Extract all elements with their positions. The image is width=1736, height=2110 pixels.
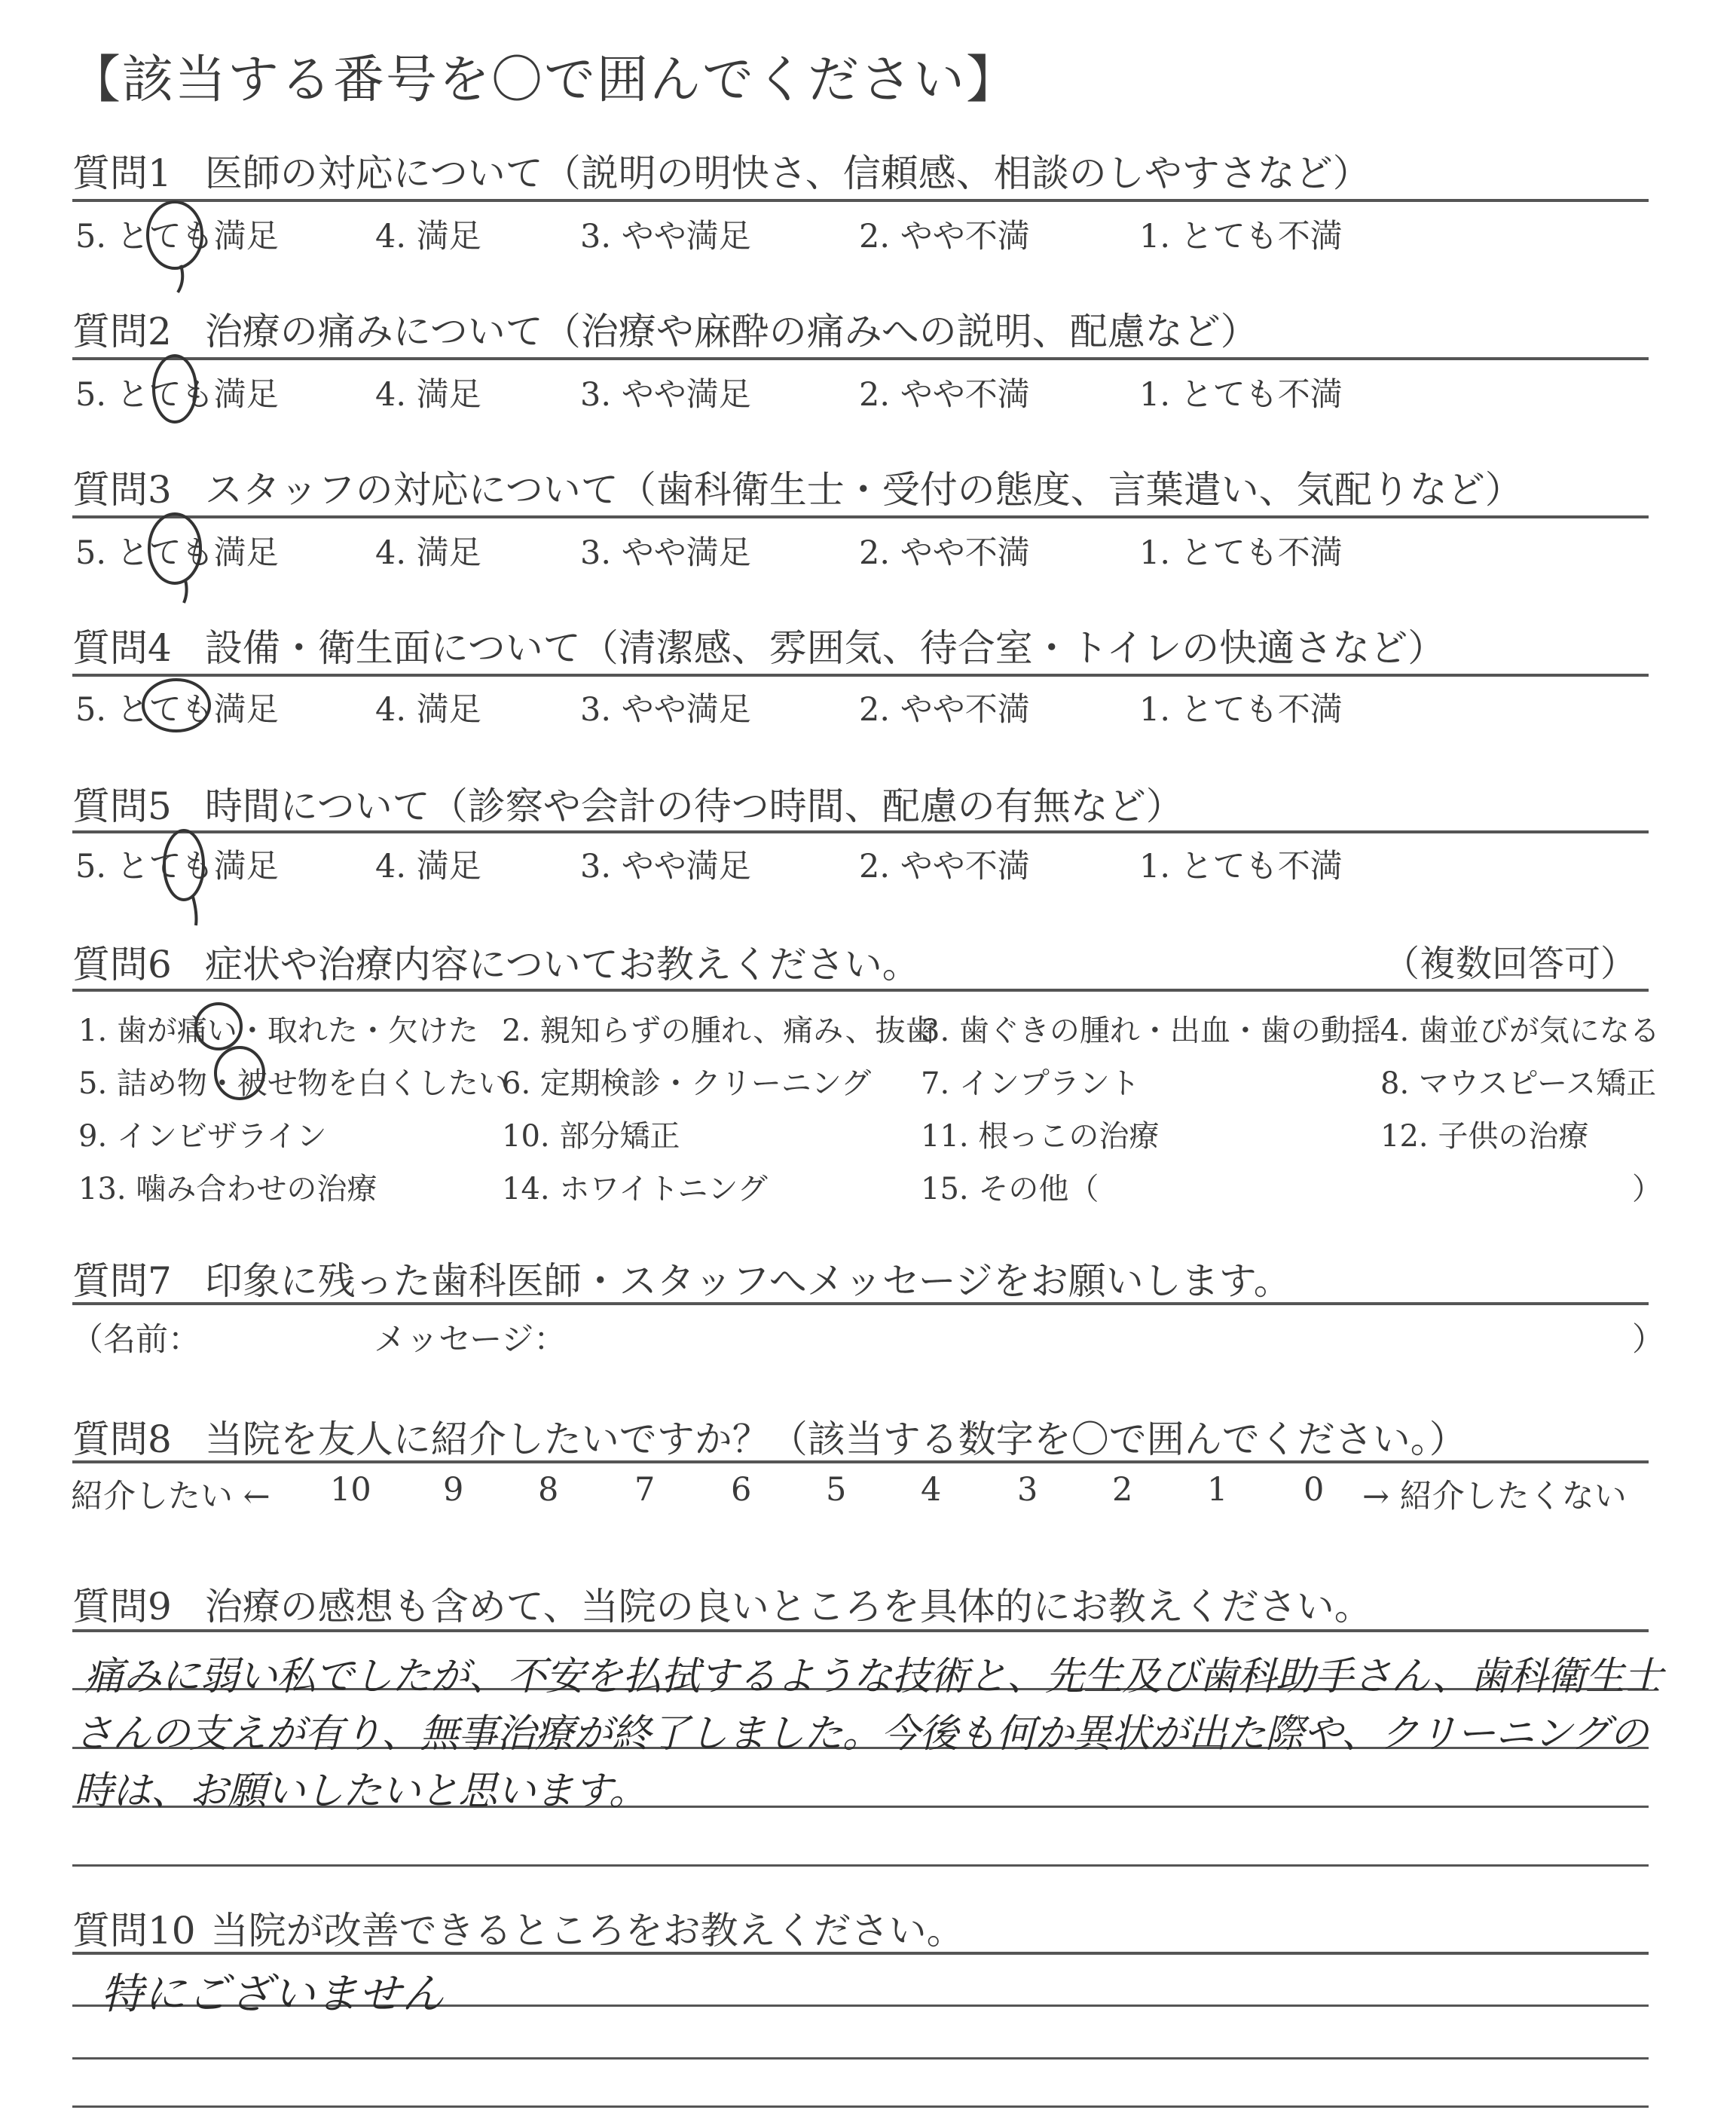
q6-item-3[interactable]: 3. 歯ぐきの腫れ・出血・歯の動揺 [921, 1014, 1381, 1048]
q6-item-13[interactable]: 13. 噛み合わせの治療 [78, 1172, 377, 1206]
q3-text: スタッフの対応について（歯科衛生士・受付の態度、言葉遣い、気配りなど） [204, 468, 1523, 512]
q9-number: 質問9 [72, 1585, 172, 1628]
q6-number: 質問6 [72, 943, 172, 986]
q6-title [72, 934, 920, 989]
q10-title [72, 1901, 964, 1955]
q8-scale-4[interactable]: 4 [921, 1471, 942, 1509]
q5-option-3[interactable]: 3. やや満足 [580, 848, 751, 885]
q6-item-5[interactable]: 5. 詰め物・被せ物を白くしたい [78, 1066, 509, 1101]
q5-text: 時間について（診察や会計の待つ時間、配慮の有無など） [204, 784, 1184, 828]
q8-scale-0[interactable]: 0 [1304, 1471, 1325, 1509]
q1-title [72, 143, 1371, 197]
q4-option-3[interactable]: 3. やや満足 [580, 691, 751, 729]
q8-left-label: 紹介したい ← [71, 1478, 270, 1515]
q6-item-11[interactable]: 11. 根っこの治療 [921, 1119, 1160, 1154]
q6-item-14[interactable]: 14. ホワイトニング [502, 1172, 768, 1206]
q6-item-4[interactable]: 4. 歯並びが気になる [1380, 1014, 1660, 1048]
q6-item-10[interactable]: 10. 部分矯正 [502, 1119, 680, 1154]
q6-item-9[interactable]: 9. インビザライン [78, 1119, 327, 1154]
q4-option-5[interactable]: 5. とても満足 [75, 691, 279, 729]
q2-option-5[interactable]: 5. とても満足 [75, 376, 279, 414]
q8-scale-10[interactable]: 10 [330, 1471, 371, 1509]
q8-scale-1[interactable]: 1 [1207, 1471, 1228, 1509]
q6-item-8[interactable]: 8. マウスピース矯正 [1380, 1066, 1657, 1101]
q3-rule [72, 515, 1649, 518]
q6-item-12[interactable]: 12. 子供の治療 [1380, 1119, 1589, 1154]
q5-option-5[interactable]: 5. とても満足 [75, 848, 279, 885]
q1-text: 医師の対応について（説明の明快さ、信頼感、相談のしやすさなど） [204, 151, 1371, 195]
q3-option-5[interactable]: 5. とても満足 [75, 534, 279, 572]
form-heading: 【該当する番号を〇で囲んでください】 [69, 50, 1019, 110]
q4-option-4[interactable]: 4. 満足 [375, 691, 481, 729]
q8-rule [72, 1460, 1649, 1463]
q9-text: 治療の感想も含めて、当院の良いところを具体的にお教えください。 [204, 1585, 1372, 1628]
q6-text: 症状や治療内容についてお教えください。 [204, 943, 920, 986]
q10-rule-3 [72, 2057, 1649, 2060]
q7-number: 質問7 [72, 1259, 172, 1303]
q8-scale-7[interactable]: 7 [634, 1471, 656, 1509]
q9-answer-line-1: 痛みに弱い私でしたが、不安を払拭するような技術と、先生及び歯科助手さん、歯科衛生士 [84, 1654, 1663, 1699]
q5-option-2[interactable]: 2. やや不満 [859, 848, 1030, 885]
q4-text: 設備・衛生面について（清潔感、雰囲気、待合室・トイレの快適さなど） [204, 626, 1446, 670]
q2-option-2[interactable]: 2. やや不満 [859, 376, 1030, 414]
q4-number: 質問4 [72, 626, 172, 670]
q3-number: 質問3 [72, 468, 172, 512]
q2-number: 質問2 [72, 310, 172, 353]
q1-option-5[interactable]: 5. とても満足 [75, 218, 279, 255]
q7-text: 印象に残った歯科医師・スタッフへメッセージをお願いします。 [204, 1259, 1291, 1303]
q3-option-1[interactable]: 1. とても不満 [1139, 534, 1343, 572]
q10-number: 質問10 [72, 1909, 196, 1953]
q10-answer: 特にございません [101, 1970, 445, 2019]
q9-answer-line-3: 時は、お願いしたいと思います。 [74, 1769, 647, 1814]
q5-title [72, 776, 1184, 830]
q9-answer-line-2: さんの支えが有り、無事治療が終了しました。今後も何か異状が出た際や、クリーニングの [74, 1711, 1648, 1757]
q1-option-3[interactable]: 3. やや満足 [580, 218, 751, 255]
q8-number: 質問8 [72, 1417, 172, 1461]
q1-rule [72, 199, 1649, 202]
q4-rule [72, 674, 1649, 677]
q1-option-4[interactable]: 4. 満足 [375, 218, 481, 255]
q4-option-1[interactable]: 1. とても不満 [1139, 691, 1343, 729]
q3-title [72, 460, 1523, 514]
q6-item-6[interactable]: 6. 定期検診・クリーニング [502, 1066, 872, 1101]
q1-option-2[interactable]: 2. やや不満 [859, 218, 1030, 255]
q3-selection-tail [184, 580, 187, 603]
q3-option-4[interactable]: 4. 満足 [375, 534, 481, 572]
q10-rule-4 [72, 2105, 1649, 2108]
q2-rule [72, 357, 1649, 360]
q5-option-4[interactable]: 4. 満足 [375, 848, 481, 885]
q7-rule [72, 1302, 1649, 1305]
q6-rule [72, 989, 1649, 992]
q5-rule [72, 830, 1649, 833]
q6-item-15[interactable]: 15. その他（ [921, 1172, 1099, 1206]
q8-right-label: → 紹介したくない [1362, 1478, 1627, 1515]
q2-option-1[interactable]: 1. とても不満 [1139, 376, 1343, 414]
q7-title [72, 1251, 1291, 1305]
q8-scale-5[interactable]: 5 [826, 1471, 847, 1509]
q4-option-2[interactable]: 2. やや不満 [859, 691, 1030, 729]
q2-option-3[interactable]: 3. やや満足 [580, 376, 751, 414]
q6-item-15-close: ） [1632, 1172, 1662, 1206]
q2-title [72, 301, 1258, 356]
q7-message-label: メッセージ： [374, 1321, 567, 1359]
q1-selection-tail [178, 265, 182, 292]
q2-option-4[interactable]: 4. 満足 [375, 376, 481, 414]
q2-text: 治療の痛みについて（治療や麻酔の痛みへの説明、配慮など） [204, 310, 1258, 353]
q6-item-7[interactable]: 7. インプラント [921, 1066, 1140, 1101]
q8-scale-8[interactable]: 8 [538, 1471, 559, 1509]
q8-text: 当院を友人に紹介したいですか？（該当する数字を〇で囲んでください。） [204, 1417, 1467, 1461]
q8-title [72, 1409, 1467, 1463]
q5-selection-tail [193, 897, 197, 925]
q8-scale-3[interactable]: 3 [1017, 1471, 1038, 1509]
q5-number: 質問5 [72, 784, 172, 828]
q8-scale-2[interactable]: 2 [1112, 1471, 1133, 1509]
q6-note: （複数回答可） [1383, 943, 1637, 985]
q6-item-2[interactable]: 2. 親知らずの腫れ、痛み、抜歯 [502, 1014, 936, 1048]
q3-option-3[interactable]: 3. やや満足 [580, 534, 751, 572]
q10-text: 当院が改善できるところをお教えください。 [210, 1909, 964, 1953]
q8-scale-9[interactable]: 9 [443, 1471, 464, 1509]
q7-name-label: （名前： [71, 1321, 200, 1359]
q10-rule-1 [72, 1952, 1649, 1955]
q9-title [72, 1576, 1372, 1631]
q3-option-2[interactable]: 2. やや不満 [859, 534, 1030, 572]
q8-scale-6[interactable]: 6 [731, 1471, 752, 1509]
q9-rule-5 [72, 1864, 1649, 1867]
q1-option-1[interactable]: 1. とても不満 [1139, 218, 1343, 255]
q7-message-field[interactable] [558, 1314, 1612, 1356]
q4-title [72, 618, 1445, 672]
q9-rule-1 [72, 1629, 1649, 1632]
q1-number: 質問1 [72, 151, 172, 195]
q7-close-paren: ） [1632, 1321, 1664, 1359]
q6-item-1[interactable]: 1. 歯が痛い・取れた・欠けた [78, 1014, 478, 1048]
q5-option-1[interactable]: 1. とても不満 [1139, 848, 1343, 885]
